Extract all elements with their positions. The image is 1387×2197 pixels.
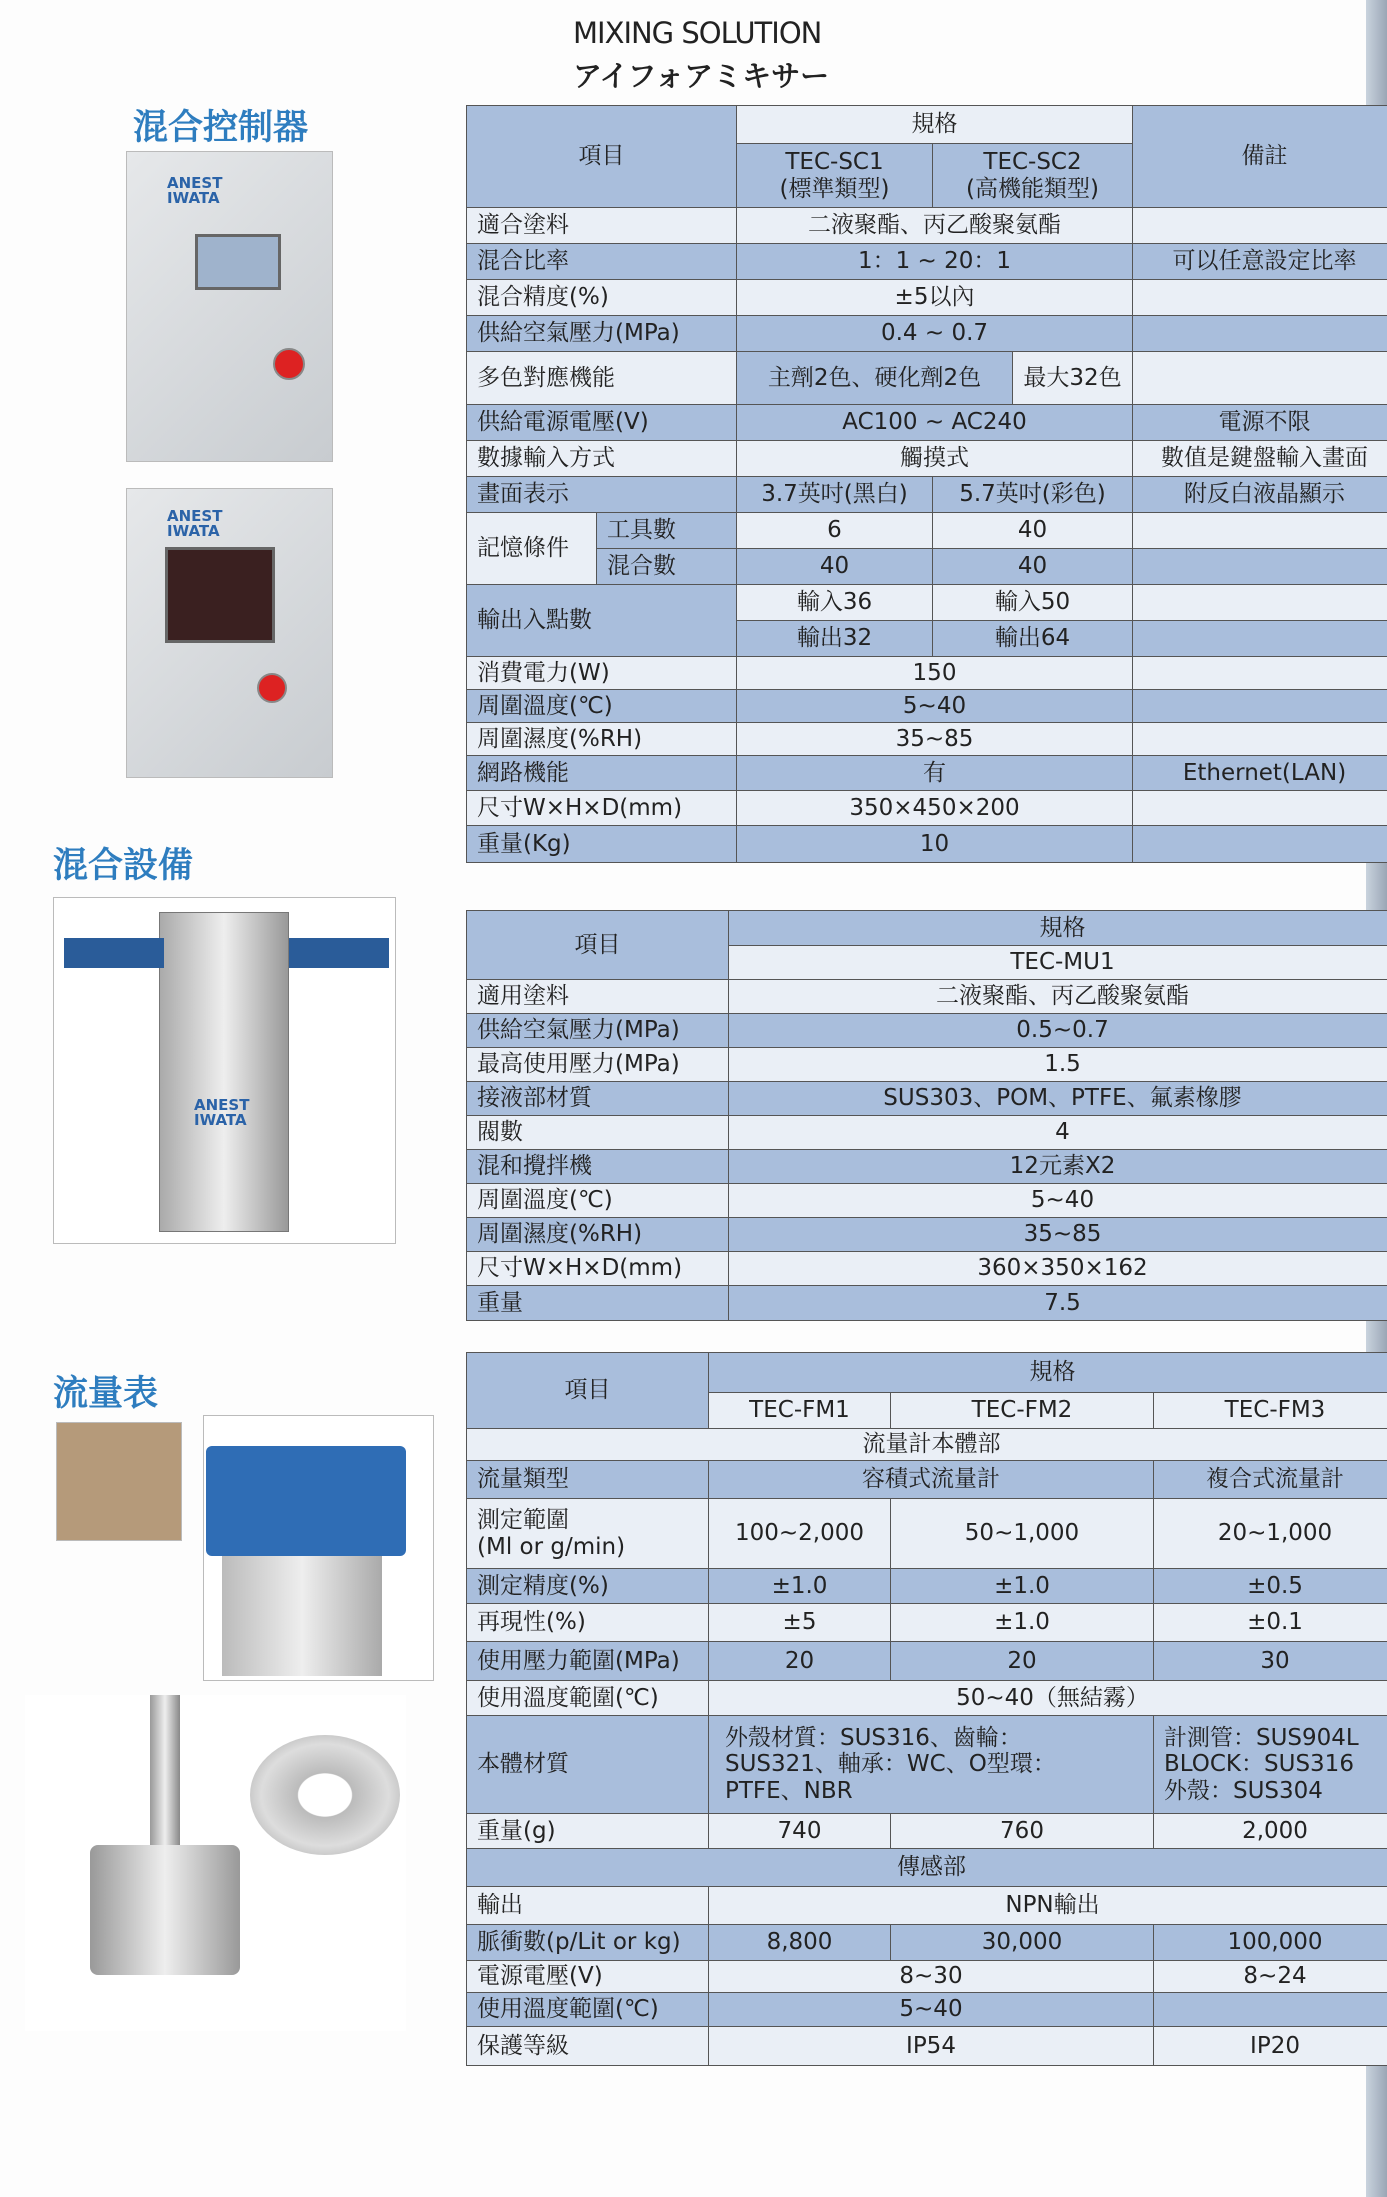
row-value: ±1.0 [891, 1604, 1154, 1642]
header-model: TEC-MU1 [729, 946, 1387, 980]
table-row [467, 980, 1387, 1014]
table-row [467, 723, 1387, 756]
lcd-screen [195, 234, 281, 290]
row-label: 重量(g) [467, 1814, 709, 1849]
header-model-sc1 [737, 144, 933, 208]
table-row [467, 1993, 1387, 2027]
row-value: 容積式流量計 [709, 1461, 1154, 1499]
flowmeter-photo-2 [203, 1415, 434, 1681]
model-name: TEC-SC1 [785, 149, 884, 176]
row-remark: 附反白液晶顯示 [1133, 477, 1387, 513]
row-value: SUS303、POM、PTFE、氟素橡膠 [729, 1082, 1387, 1116]
flowmeter-photo-1 [56, 1422, 182, 1541]
row-label: 記憶條件 [467, 513, 597, 585]
table-row [467, 1642, 1387, 1681]
table-row [467, 441, 1387, 477]
table-row [467, 1681, 1387, 1716]
value-line: PTFE、NBR [725, 1777, 853, 1804]
table-row [467, 280, 1387, 316]
row-label: 混合精度(%) [467, 280, 737, 316]
table-row [467, 585, 1387, 621]
row-value: 40 [737, 549, 933, 585]
table-row [467, 316, 1387, 352]
row-value: 350×450×200 [737, 791, 1133, 826]
table-row [467, 1961, 1387, 1993]
row-label [467, 1499, 709, 1569]
row-value: 12元素X2 [729, 1150, 1387, 1184]
row-value: 40 [933, 513, 1133, 549]
row-value: ±5以內 [737, 280, 1133, 316]
row-value: IP20 [1154, 2027, 1387, 2066]
table-row [467, 244, 1387, 280]
row-value: 10 [737, 826, 1133, 863]
header-model-fm1: TEC-FM1 [709, 1393, 891, 1429]
logo-text: ANEST [167, 507, 223, 525]
row-value: ±0.5 [1154, 1569, 1387, 1604]
table-row [467, 1499, 1387, 1569]
table-row [467, 1218, 1387, 1252]
row-value: 740 [709, 1814, 891, 1849]
logo-text: ANEST [167, 174, 223, 192]
row-label: 周圍濕度(%RH) [467, 723, 737, 756]
table-row [467, 1716, 1387, 1814]
row-remark [1133, 280, 1387, 316]
table-row [467, 1887, 1387, 1925]
row-value: ±1.0 [891, 1569, 1154, 1604]
row-label: 重量 [467, 1286, 729, 1321]
row-value: 20 [891, 1642, 1154, 1681]
row-value: NPN輸出 [709, 1887, 1387, 1925]
header-spec: 規格 [729, 911, 1387, 946]
table-row [467, 1082, 1387, 1116]
header-model-fm2: TEC-FM2 [891, 1393, 1154, 1429]
header-item: 項目 [467, 1353, 709, 1429]
row-value: 4 [729, 1116, 1387, 1150]
row-label: 供給空氣壓力(MPa) [467, 1014, 729, 1048]
row-value: 5~40 [729, 1184, 1387, 1218]
row-value: 5~40 [709, 1993, 1154, 2027]
controller-spec-table [466, 105, 1387, 863]
table-row [467, 549, 1387, 585]
row-value: 8~24 [1154, 1961, 1387, 1993]
row-value [1154, 1716, 1387, 1814]
section-heading-controller: 混合控制器 [133, 108, 309, 148]
row-value: 100~2,000 [709, 1499, 891, 1569]
row-value [709, 1716, 1154, 1814]
table-row [467, 756, 1387, 791]
row-value: 40 [933, 549, 1133, 585]
table-row [467, 690, 1387, 723]
table-row [467, 352, 1387, 405]
row-value: 輸出32 [737, 621, 933, 657]
row-remark [1133, 791, 1387, 826]
table-row [467, 1286, 1387, 1321]
value-line: 外殼材質：SUS316、齒輪： [725, 1724, 1022, 1751]
row-remark [1133, 657, 1387, 690]
title-japanese: アイフォアミキサー [573, 59, 830, 93]
section-heading-flowmeter: 流量表 [53, 1374, 159, 1414]
row-value: 30,000 [891, 1925, 1154, 1961]
model-type: (標準類型) [779, 175, 890, 202]
header-remarks: 備註 [1133, 106, 1387, 208]
table-row [467, 2027, 1387, 2066]
row-value: 30 [1154, 1642, 1387, 1681]
table-row [467, 1604, 1387, 1642]
row-value: 0.5~0.7 [729, 1014, 1387, 1048]
row-remark [1133, 723, 1387, 756]
row-label: 尺寸W×H×D(mm) [467, 791, 737, 826]
row-remark [1133, 690, 1387, 723]
table-row [467, 1252, 1387, 1286]
row-label: 周圍溫度(℃) [467, 690, 737, 723]
row-value: 6 [737, 513, 933, 549]
row-label: 使用溫度範圍(℃) [467, 1681, 709, 1716]
row-value: 2,000 [1154, 1814, 1387, 1849]
red-button [273, 348, 305, 380]
row-label: 流量類型 [467, 1461, 709, 1499]
row-label: 閥數 [467, 1116, 729, 1150]
row-value: 8,800 [709, 1925, 891, 1961]
header-spec: 規格 [709, 1353, 1387, 1393]
row-value: 主劑2色、硬化劑2色 [737, 352, 1013, 405]
logo-text: IWATA [167, 189, 220, 207]
row-value: 8~30 [709, 1961, 1154, 1993]
table-row [467, 1150, 1387, 1184]
row-value: 35~85 [737, 723, 1133, 756]
row-value: 1：1 ~ 20：1 [737, 244, 1133, 280]
logo-text: ANEST [194, 1096, 250, 1114]
table-row [467, 1184, 1387, 1218]
logo-text: IWATA [194, 1111, 247, 1129]
row-label: 本體材質 [467, 1716, 709, 1814]
table-row [467, 1569, 1387, 1604]
controller-photo-1 [126, 151, 333, 462]
row-value: 5.7英吋(彩色) [933, 477, 1133, 513]
row-value: 輸入50 [933, 585, 1133, 621]
label-line: 測定範圍 [477, 1507, 569, 1534]
row-label: 供給電源電壓(V) [467, 405, 737, 441]
row-value: 有 [737, 756, 1133, 791]
controller-photo-2 [126, 488, 333, 778]
header-spec: 規格 [737, 106, 1133, 144]
table-row [467, 405, 1387, 441]
row-sublabel: 工具數 [597, 513, 737, 549]
row-value: 輸入36 [737, 585, 933, 621]
row-value: 7.5 [729, 1286, 1387, 1321]
row-label: 使用壓力範圍(MPa) [467, 1642, 709, 1681]
row-label: 輸出入點數 [467, 585, 737, 657]
row-value: 35~85 [729, 1218, 1387, 1252]
row-value: 20~1,000 [1154, 1499, 1387, 1569]
header-model-fm3: TEC-FM3 [1154, 1393, 1387, 1429]
row-remark: Ethernet(LAN) [1133, 756, 1387, 791]
subheader-sensor: 傳感部 [467, 1849, 1387, 1887]
value-line: BLOCK：SUS316 [1164, 1751, 1354, 1778]
row-value [1154, 1993, 1387, 2027]
lcd-screen [165, 547, 275, 643]
table-row [467, 826, 1387, 863]
row-remark: 數值是鍵盤輸入畫面 [1133, 441, 1387, 477]
row-label: 輸出 [467, 1887, 709, 1925]
row-value: 1.5 [729, 1048, 1387, 1082]
value-line: 外殼：SUS304 [1164, 1777, 1323, 1804]
table-row [467, 791, 1387, 826]
row-label: 重量(Kg) [467, 826, 737, 863]
title-english: MIXING SOLUTION [573, 16, 822, 50]
table-row [467, 1014, 1387, 1048]
table-row [467, 1461, 1387, 1499]
table-row [467, 1814, 1387, 1849]
row-label: 消費電力(W) [467, 657, 737, 690]
row-label: 脈衝數(p/Lit or kg) [467, 1925, 709, 1961]
row-label: 保護等級 [467, 2027, 709, 2066]
row-label: 測定精度(%) [467, 1569, 709, 1604]
row-label: 接液部材質 [467, 1082, 729, 1116]
row-value: 150 [737, 657, 1133, 690]
table-row [467, 477, 1387, 513]
row-label: 電源電壓(V) [467, 1961, 709, 1993]
row-remark [1133, 826, 1387, 863]
value-line: 計測管：SUS904L [1164, 1724, 1359, 1751]
row-value: 二液聚酯、丙乙酸聚氨酯 [729, 980, 1387, 1014]
row-label: 供給空氣壓力(MPa) [467, 316, 737, 352]
row-value: 760 [891, 1814, 1154, 1849]
row-value: 最大32色 [1013, 352, 1133, 405]
row-remark: 可以任意設定比率 [1133, 244, 1387, 280]
row-remark [1133, 208, 1387, 244]
row-label: 網路機能 [467, 756, 737, 791]
header-item: 項目 [467, 106, 737, 208]
section-heading-equipment: 混合設備 [53, 846, 194, 886]
row-value: ±0.1 [1154, 1604, 1387, 1642]
value-line: SUS321、軸承：WC、O型環： [725, 1751, 1056, 1778]
header-item: 項目 [467, 911, 729, 980]
row-value: 5~40 [737, 690, 1133, 723]
row-value: 50~1,000 [891, 1499, 1154, 1569]
subheader-body: 流量計本體部 [467, 1429, 1387, 1461]
table-row [467, 1116, 1387, 1150]
row-label: 周圍濕度(%RH) [467, 1218, 729, 1252]
row-label: 最高使用壓力(MPa) [467, 1048, 729, 1082]
header-model-sc2 [933, 144, 1133, 208]
table-row [467, 657, 1387, 690]
row-label: 適用塗料 [467, 980, 729, 1014]
row-value: 360×350×162 [729, 1252, 1387, 1286]
row-remark [1133, 316, 1387, 352]
row-remark: 電源不限 [1133, 405, 1387, 441]
row-sublabel: 混合數 [597, 549, 737, 585]
row-value: 0.4 ~ 0.7 [737, 316, 1133, 352]
logo-text: IWATA [167, 522, 220, 540]
row-label: 尺寸W×H×D(mm) [467, 1252, 729, 1286]
table-row [467, 1048, 1387, 1082]
row-value: 100,000 [1154, 1925, 1387, 1961]
table-row [467, 513, 1387, 549]
row-value: AC100 ~ AC240 [737, 405, 1133, 441]
model-name: TEC-SC2 [983, 149, 1082, 176]
row-value: 二液聚酯、丙乙酸聚氨酯 [737, 208, 1133, 244]
table-row [467, 208, 1387, 244]
equipment-spec-table [466, 910, 1387, 1321]
mixing-equipment-photo [53, 897, 396, 1244]
row-value: IP54 [709, 2027, 1154, 2066]
row-value: 20 [709, 1642, 891, 1681]
row-value: 輸出64 [933, 621, 1133, 657]
flowmeter-photo-3 [25, 1695, 406, 2031]
row-label: 數據輸入方式 [467, 441, 737, 477]
row-label: 畫面表示 [467, 477, 737, 513]
flowmeter-spec-table [466, 1352, 1387, 2066]
row-value: 觸摸式 [737, 441, 1133, 477]
row-label: 混和攪拌機 [467, 1150, 729, 1184]
row-label: 周圍溫度(℃) [467, 1184, 729, 1218]
model-type: (高機能類型) [966, 175, 1099, 202]
row-value: ±1.0 [709, 1569, 891, 1604]
row-label: 多色對應機能 [467, 352, 737, 405]
row-label: 使用溫度範圍(℃) [467, 1993, 709, 2027]
red-button [257, 673, 287, 703]
row-label: 適合塗料 [467, 208, 737, 244]
row-value: 複合式流量計 [1154, 1461, 1387, 1499]
label-line: (Ml or g/min) [477, 1533, 626, 1560]
row-label: 再現性(%) [467, 1604, 709, 1642]
row-remark [1133, 352, 1387, 405]
row-value: ±5 [709, 1604, 891, 1642]
row-value: 50~40（無結霧） [709, 1681, 1387, 1716]
row-label: 混合比率 [467, 244, 737, 280]
table-row [467, 1925, 1387, 1961]
row-value: 3.7英吋(黑白) [737, 477, 933, 513]
